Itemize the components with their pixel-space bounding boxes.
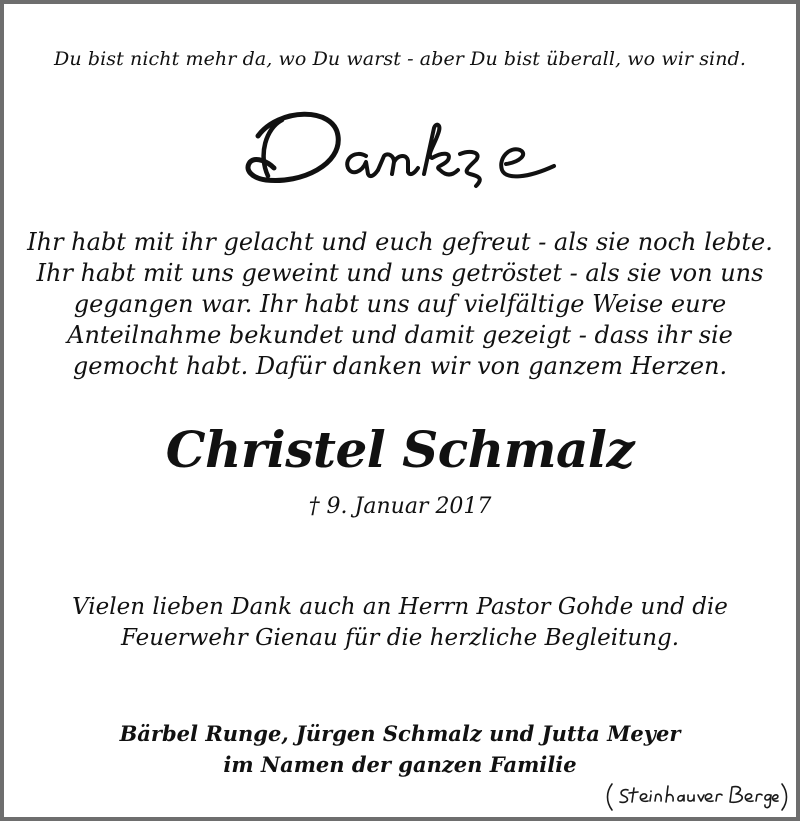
message-line: Ihr habt mit uns geweint und uns getröstet - als sie von uns — [36, 259, 764, 287]
message-line: gemocht habt. Dafür danken wir von ganzem Herzen. — [72, 352, 728, 380]
danke-handwritten-heading — [238, 100, 568, 192]
signature-line: Bärbel Runge, Jürgen Schmalz und Jutta Meyer — [119, 721, 681, 746]
motto-line: Du bist nicht mehr da, wo Du warst - aber Du bist überall, wo wir sind. — [54, 48, 746, 70]
message-line: Ihr habt mit ihr gelacht und euch gefreut - als sie noch lebte. — [27, 228, 773, 256]
message-line: Anteilnahme bekundet und damit gezeigt - dass ihr sie — [67, 321, 733, 349]
signature-line: im Namen der ganzen Familie — [223, 752, 577, 777]
message-line: gegangen war. Ihr habt uns auf vielfältige Weise eure — [73, 290, 727, 318]
deceased-name: Christel Schmalz — [165, 420, 635, 479]
death-date: † 9. Januar 2017 — [308, 494, 492, 519]
additional-thanks — [4, 592, 796, 654]
thanks-line: Vielen lieben Dank auch an Herrn Pastor Gohde und die — [72, 594, 728, 620]
publisher-credit-signature — [604, 780, 790, 812]
thanks-line: Feuerwehr Gienau für die herzliche Begleitung. — [120, 625, 680, 651]
family-signature — [4, 718, 796, 780]
gratitude-message — [4, 227, 796, 382]
